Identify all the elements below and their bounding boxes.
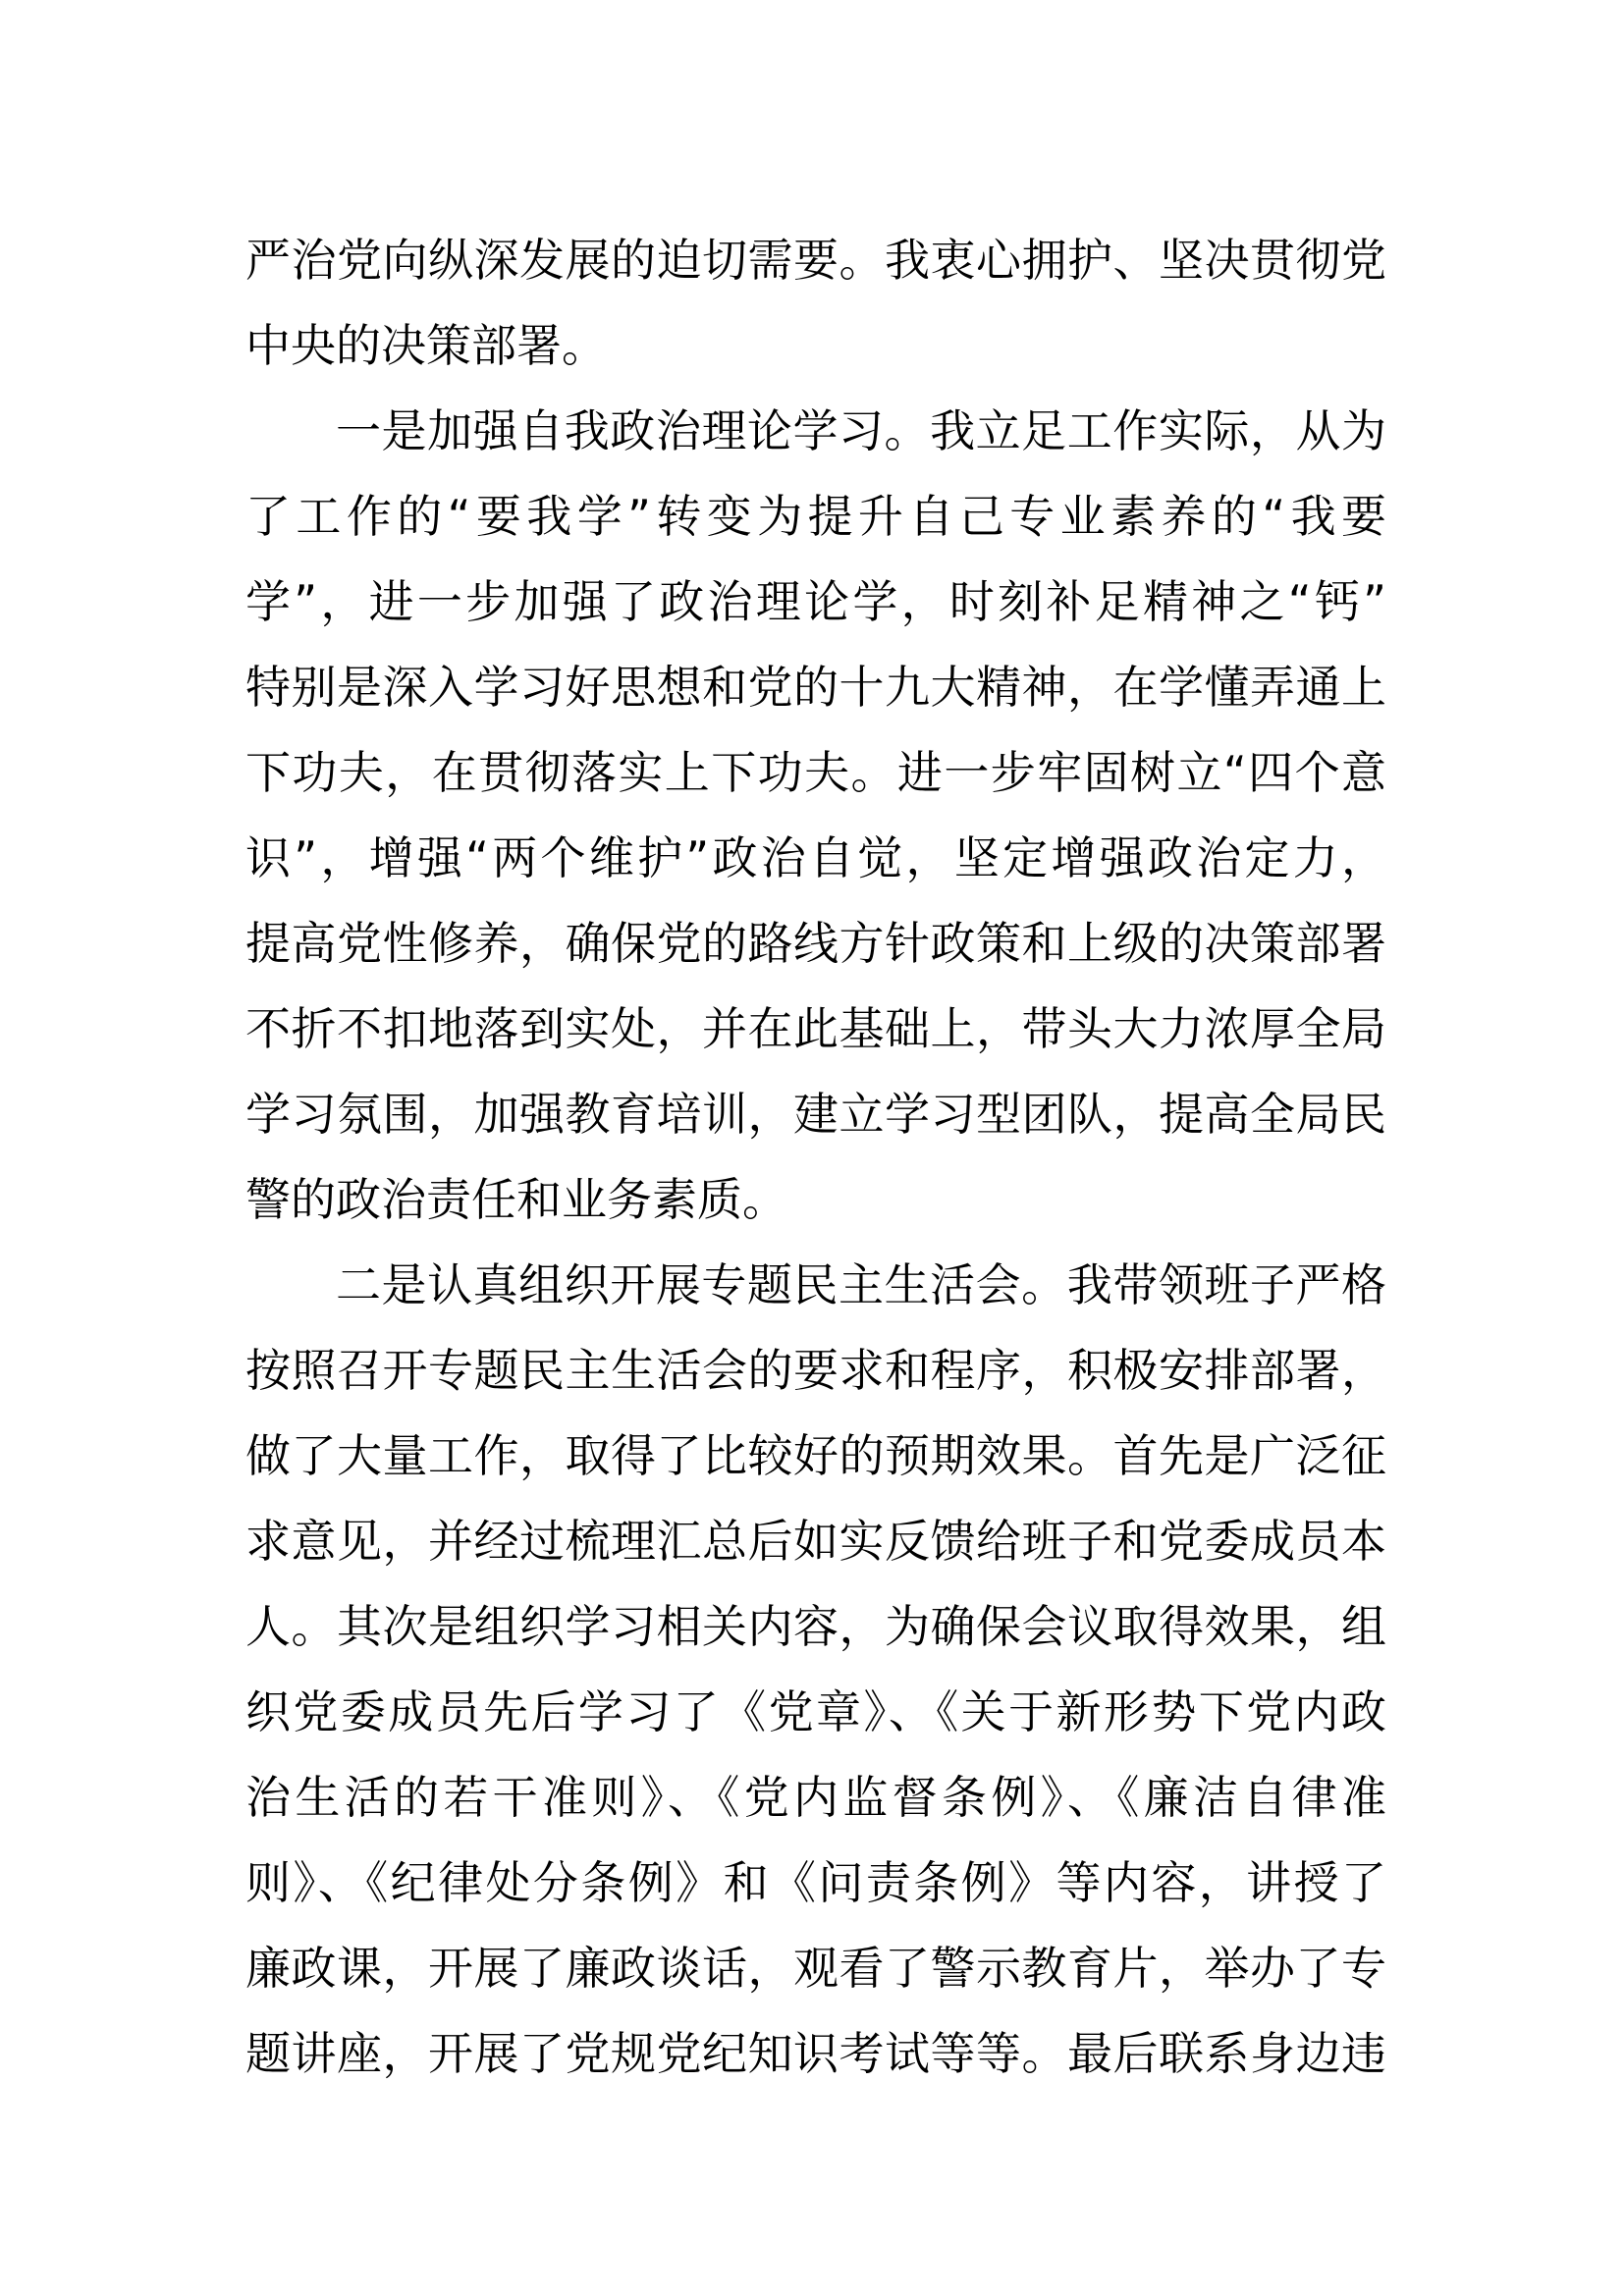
paragraph-first-line: 一是加强自我政治理论学习。我立足工作实际，从为 xyxy=(336,404,1386,457)
text-line: 特别是深入学习好思想和党的十九大精神，在学懂弄通上 xyxy=(245,661,1386,714)
text-line: 题讲座，开展了党规党纪知识考试等等。最后联系身边违 xyxy=(245,2027,1386,2080)
text-line: 下功夫，在贯彻落实上下功夫。进一步牢固树立“四个意 xyxy=(245,746,1386,799)
text-line: 了工作的“要我学”转变为提升自己专业素养的“我要 xyxy=(245,490,1386,543)
paragraph-first-line: 二是认真组织开展专题民主生活会。我带领班子严格 xyxy=(336,1258,1386,1311)
text-line: 学习氛围，加强教育培训，建立学习型团队，提高全局民 xyxy=(245,1088,1386,1141)
text-line: 按照召开专题民主生活会的要求和程序，积极安排部署， xyxy=(245,1344,1386,1397)
text-line: 学”，进一步加强了政治理论学，时刻补足精神之“钙” xyxy=(245,575,1386,628)
text-line: 中央的决策部署。 xyxy=(245,319,607,372)
text-line: 则》、《纪律处分条例》和《问责条例》等内容，讲授了 xyxy=(245,1856,1386,1909)
text-line: 廉政课，开展了廉政谈话，观看了警示教育片，举办了专 xyxy=(245,1942,1386,1995)
body-text xyxy=(245,218,1386,2097)
text-line: 织党委成员先后学习了《党章》、《关于新形势下党内政 xyxy=(245,1685,1386,1738)
text-line: 不折不扣地落到实处，并在此基础上，带头大力浓厚全局 xyxy=(245,1002,1386,1055)
text-line: 人。其次是组织学习相关内容，为确保会议取得效果，组 xyxy=(245,1600,1386,1653)
text-line: 提高党性修养，确保党的路线方针政策和上级的决策部署 xyxy=(245,917,1386,970)
text-line: 做了大量工作，取得了比较好的预期效果。首先是广泛征 xyxy=(245,1429,1386,1482)
text-line: 警的政治责任和业务素质。 xyxy=(245,1173,787,1226)
text-line: 治生活的若干准则》、《党内监督条例》、《廉洁自律准 xyxy=(245,1771,1386,1824)
text-line: 严治党向纵深发展的迫切需要。我衷心拥护、坚决贯彻党 xyxy=(245,234,1386,287)
text-line: 求意见，并经过梳理汇总后如实反馈给班子和党委成员本 xyxy=(245,1515,1386,1568)
text-line: 识”，增强“两个维护”政治自觉，坚定增强政治定力， xyxy=(245,831,1386,884)
